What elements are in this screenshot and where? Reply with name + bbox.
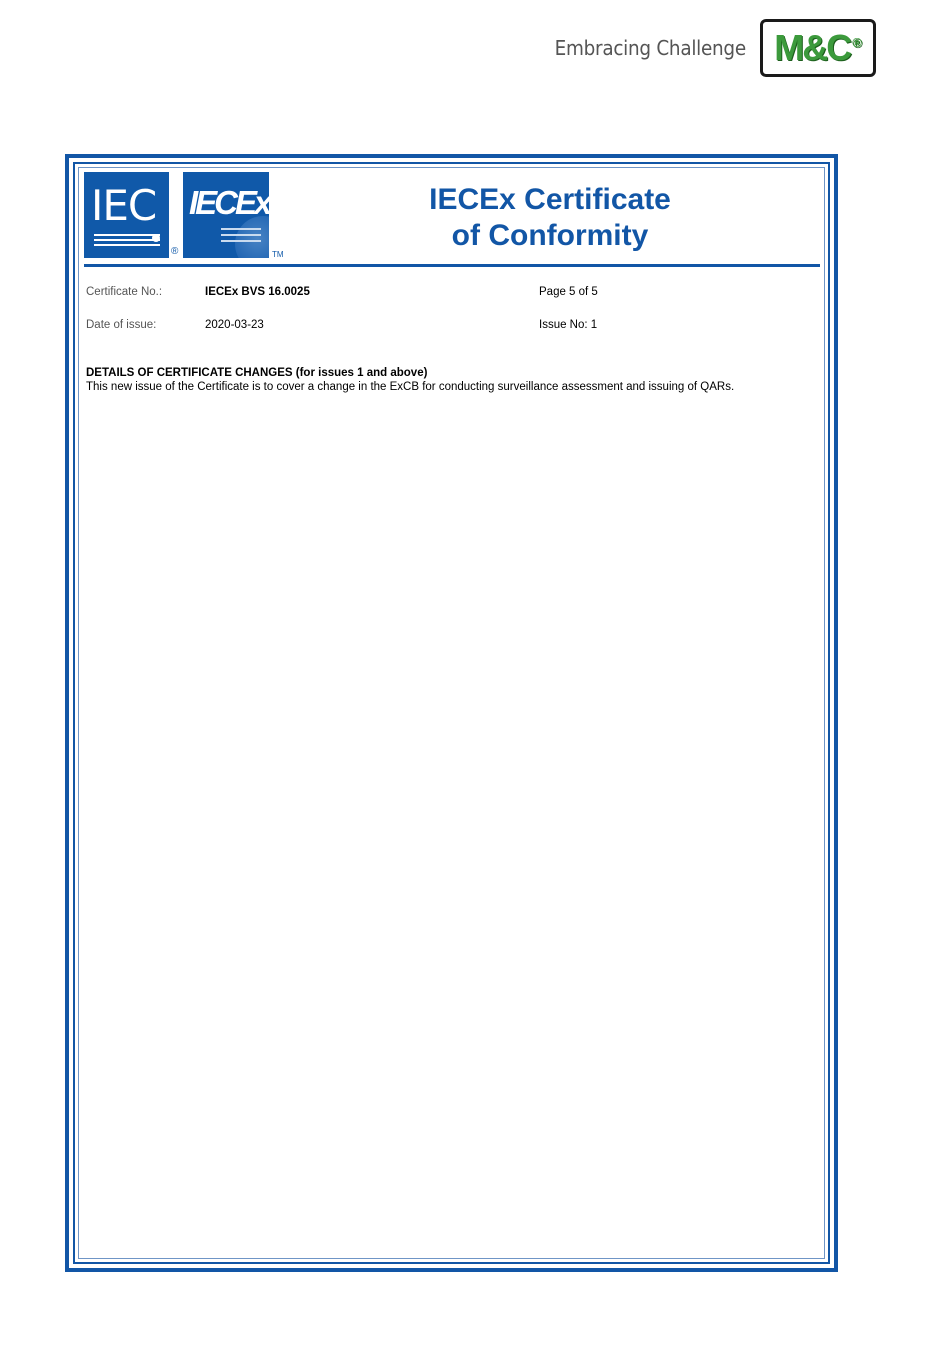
company-logo-registered-mark: ® (852, 35, 862, 50)
iec-logo-text: IEC (91, 181, 157, 230)
company-header (538, 17, 876, 79)
issue-number: Issue No: 1 (539, 319, 598, 331)
iec-registered-mark: ® (171, 246, 179, 257)
iecex-logo (183, 172, 269, 258)
company-tagline: Embracing Challenge (554, 36, 746, 60)
title-divider (84, 264, 820, 267)
iecex-trademark: TM (272, 250, 284, 259)
title-line-2: of Conformity (451, 219, 649, 252)
details-heading: DETAILS OF CERTIFICATE CHANGES (for issues 1 and above) (86, 367, 428, 379)
page-number: Page 5 of 5 (539, 286, 598, 298)
certificate-no-value: IECEx BVS 16.0025 (205, 286, 310, 298)
date-of-issue-label: Date of issue: (86, 319, 157, 331)
certificate-frame (65, 154, 838, 1272)
certificate-no-label: Certificate No.: (86, 286, 163, 298)
title-line-1: IECEx Certificate (429, 183, 671, 216)
company-logo (760, 19, 876, 77)
certificate-inner-border (73, 162, 830, 1264)
iec-logo (84, 172, 169, 258)
certificate-title (380, 182, 720, 254)
date-of-issue-value: 2020-03-23 (205, 319, 264, 331)
iecex-logo-text: IECEx (189, 184, 269, 221)
company-logo-text: M&C ® (774, 27, 862, 68)
details-body: This new issue of the Certificate is to cover a change in the ExCB for conducting surveillance assessment and issuing of QARs. (86, 381, 735, 393)
